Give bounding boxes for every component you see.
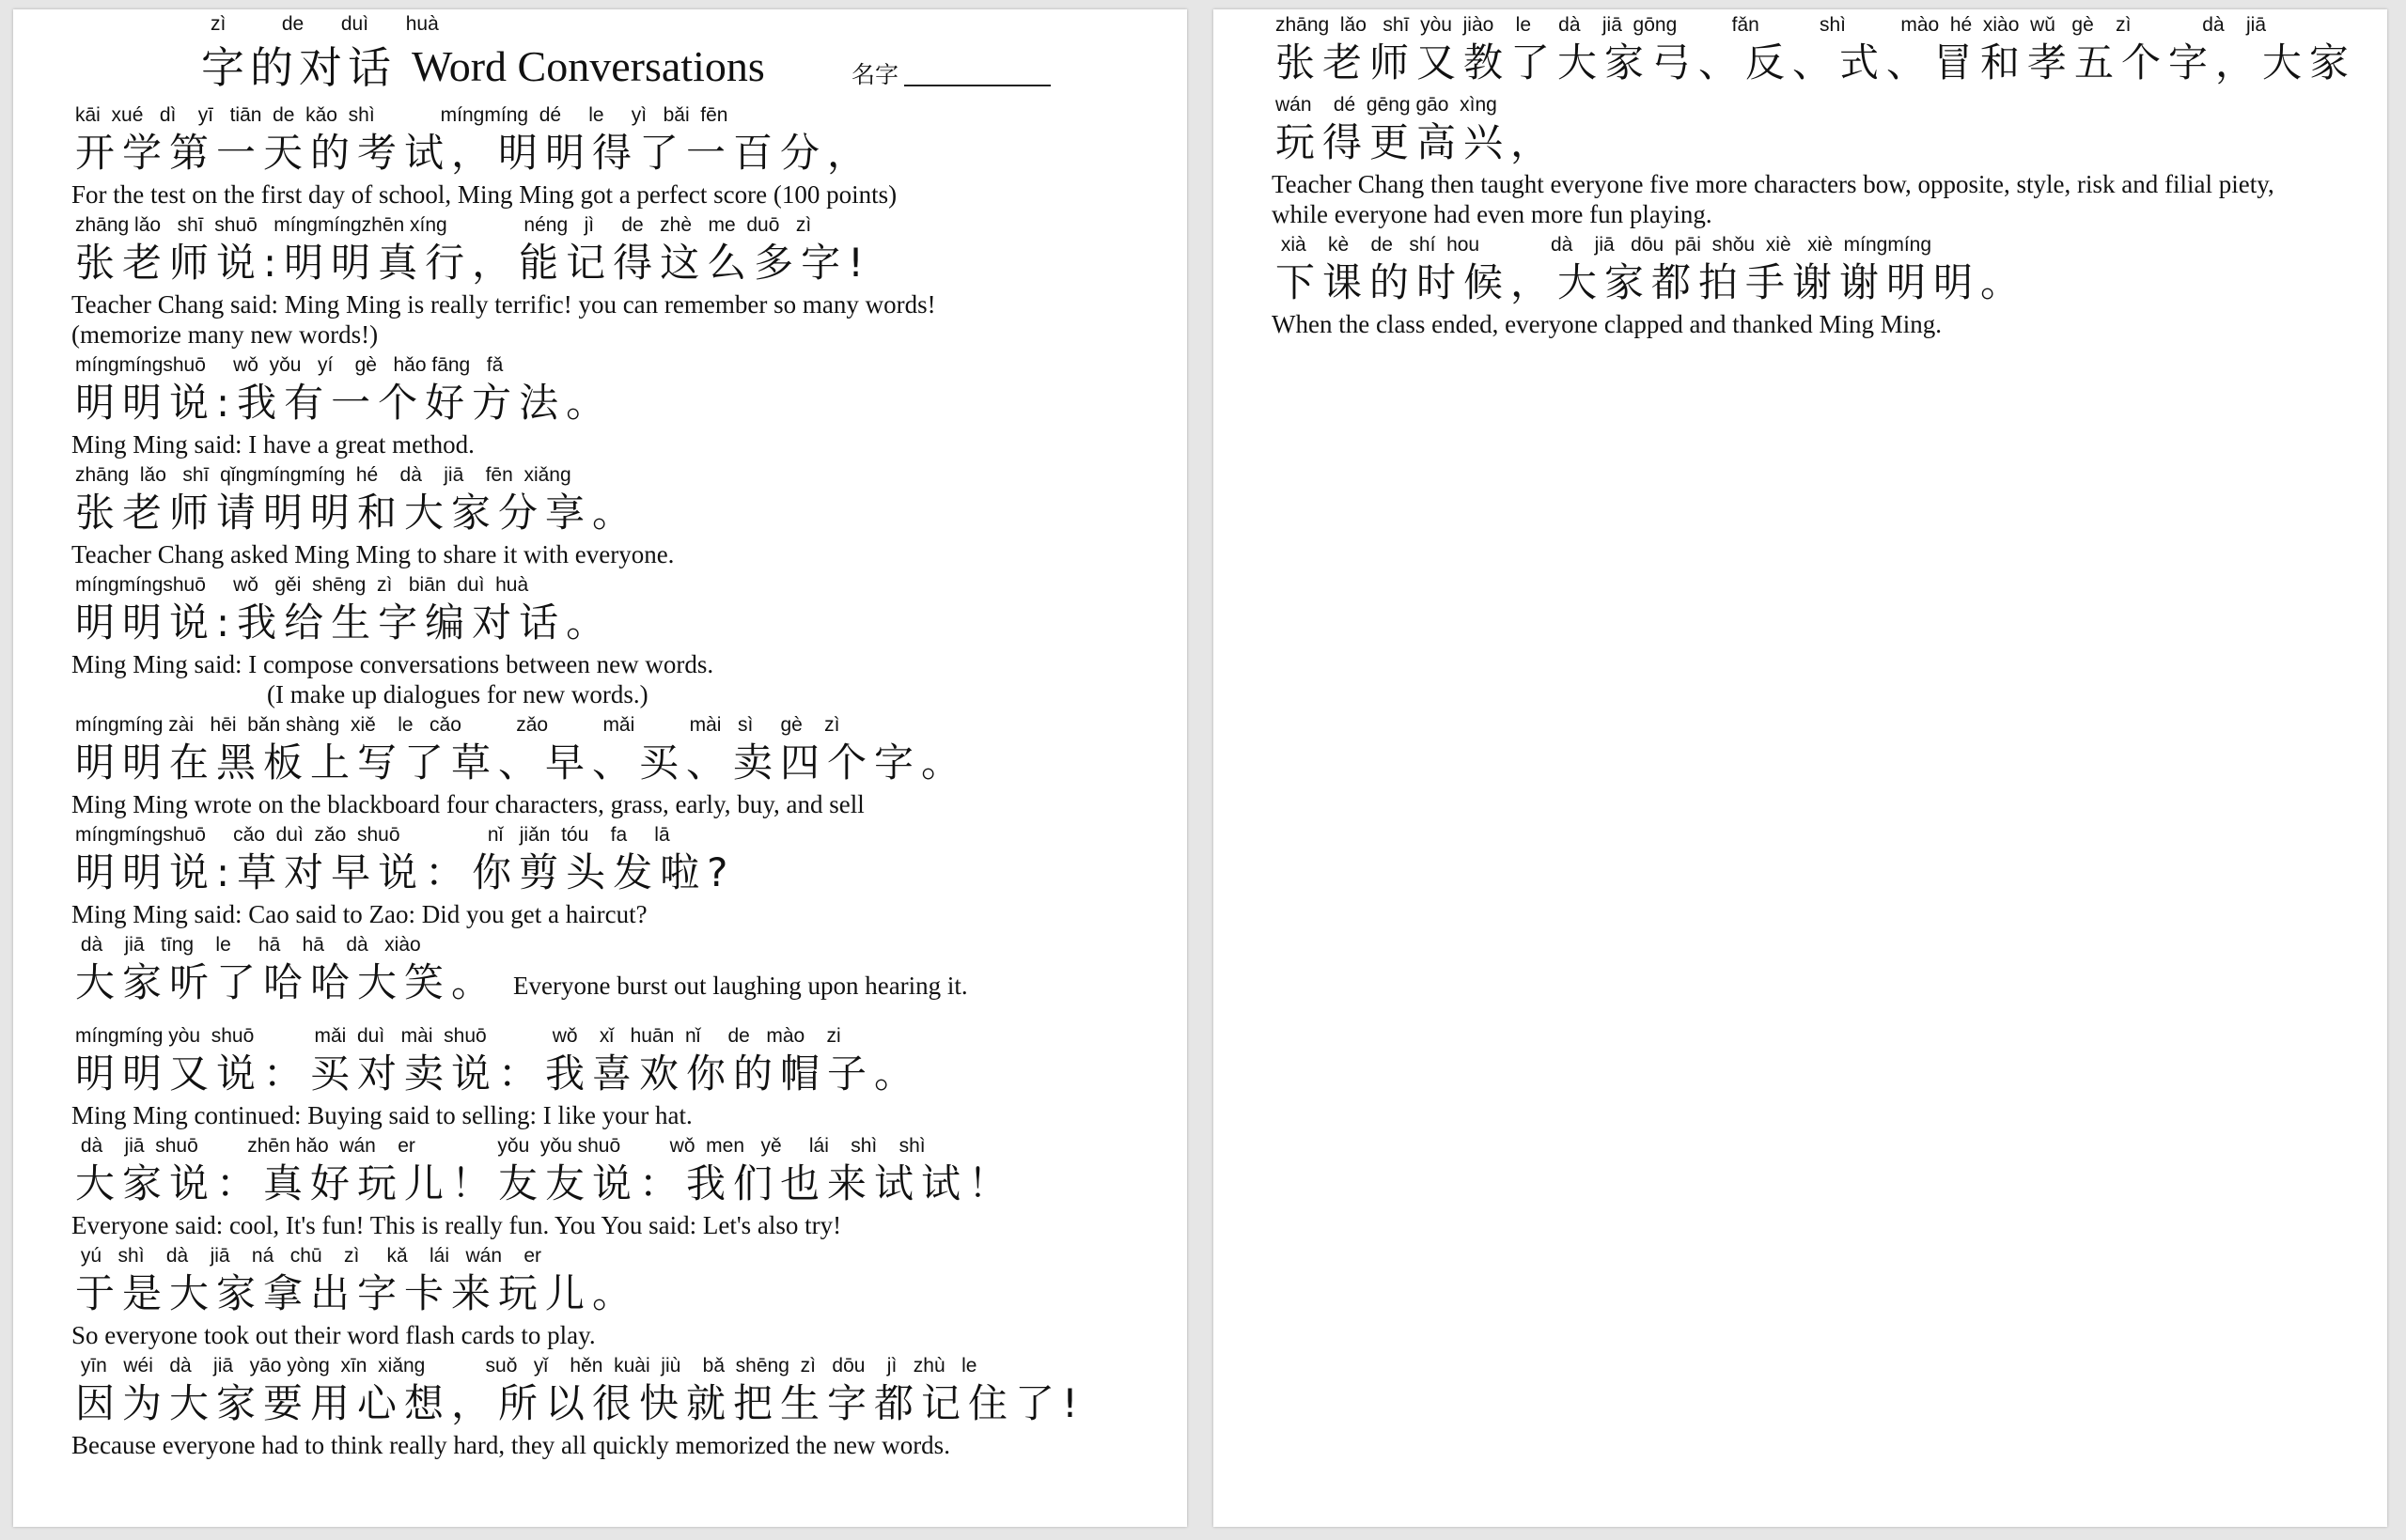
english-line: Ming Ming said: Cao said to Zao: Did you get a haircut? [71, 900, 648, 928]
hanzi-line: 明明在黑板上写了草、早、买、卖四个字。 [75, 739, 969, 786]
hanzi-line: 张老师说:明明真行，能记得这么多字! [75, 240, 871, 286]
page-content [1272, 9, 2371, 342]
hanzi-line: 张老师请明明和大家分享。 [75, 490, 640, 536]
lesson-line [71, 1354, 1152, 1460]
hanzi-line: 张老师又教了大家弓、反、式、冒和孝五个字，大家 [1275, 39, 2357, 86]
lesson-line [71, 1134, 1152, 1240]
lesson-line [1272, 93, 2371, 229]
english-line: So everyone took out their word flash cards to play. [71, 1321, 596, 1349]
hanzi-line: 明明说:我有一个好方法。 [75, 380, 614, 426]
title-hanzi: 字的对话 [201, 42, 397, 93]
pinyin-line: zhāng lǎo shī shuō míngmíngzhēn xíng néng jì de zhè me duō zì [75, 214, 812, 236]
english-text: Teacher Chang then taught everyone five more characters bow, opposite, style, risk and filial piety, [1272, 170, 2274, 198]
lesson-line [71, 1024, 1152, 1130]
english-text: Teacher Chang said: Ming Ming is really terrific! you can remember so many words! [71, 290, 936, 319]
english-inline: Everyone burst out laughing upon hearing it. [513, 972, 968, 1000]
hanzi-line: 明明说:我给生字编对话。 [75, 599, 614, 646]
hanzi-line: 明明又说：买对卖说：我喜欢你的帽子。 [75, 1050, 922, 1097]
hanzi-line: 开学第一天的考试，明明得了一百分， [75, 130, 875, 176]
lesson-line [71, 353, 1152, 459]
pinyin-line: xià kè de shí hou dà jiā dōu pāi shǒu xiè xiè míngmíng [1275, 234, 1932, 256]
english-text-2: (memorize many new words!) [71, 320, 379, 349]
pinyin-line: yú shì dà jiā ná chū zì kǎ lái wán er [75, 1245, 542, 1267]
document-page-right [1213, 9, 2387, 1527]
hanzi-line: 于是大家拿出字卡来玩儿。 [75, 1270, 640, 1316]
english-line: Teacher Chang asked Ming Ming to share it with everyone. [71, 540, 675, 568]
pinyin-line: dà jiā tīng le hā hā dà xiào [75, 934, 421, 956]
english-line: Ming Ming said: I have a great method. [71, 430, 475, 459]
lesson-line [71, 573, 1152, 709]
english-line: Ming Ming wrote on the blackboard four characters, grass, early, buy, and sell [71, 790, 865, 818]
lesson-line [71, 713, 1152, 819]
hanzi-text: 大家听了哈哈大笑。 [75, 959, 499, 1005]
title-block [71, 9, 1152, 100]
lesson-line [71, 213, 1152, 350]
english-line [71, 649, 1152, 709]
lesson-line [1272, 233, 2371, 339]
page-content [71, 9, 1152, 1463]
pinyin-line: zhāng lǎo shī yòu jiào le dà jiā gōng fǎn shì mào hé xiào wǔ gè zì dà jiā [1275, 14, 2267, 36]
pinyin-line: zhāng lǎo shī qǐngmíngmíng hé dà jiā fēn xiǎng [75, 464, 571, 486]
pinyin-line: yīn wéi dà jiā yāo yòng xīn xiǎng suǒ yǐ hěn kuài jiù bǎ shēng zì dōu jì zhù le [75, 1355, 977, 1377]
pinyin-line: wán dé gēng gāo xìng [1275, 94, 1497, 116]
lesson-line [71, 463, 1152, 569]
spacer [71, 1009, 1152, 1020]
english-line: Everyone said: cool, It's fun! This is really fun. You You said: Let's also try! [71, 1211, 842, 1239]
hanzi-line: 玩得更高兴， [1275, 119, 1558, 165]
hanzi-line: 明明说:草对早说：你剪头发啦? [75, 849, 736, 895]
lesson-line [71, 103, 1152, 210]
english-line [1272, 169, 2371, 229]
pinyin-line: míngmíngshuō wǒ gěi shēng zì biān duì huà [75, 574, 529, 596]
lesson-line [71, 933, 1152, 1020]
english-text-2: while everyone had even more fun playing. [1272, 200, 1712, 228]
english-line: When the class ended, everyone clapped and thanked Ming Ming. [1272, 310, 1943, 338]
lesson-line [1272, 13, 2371, 89]
english-text: Ming Ming said: I compose conversations between new words. [71, 650, 714, 678]
english-line: Ming Ming continued: Buying said to selling: I like your hat. [71, 1101, 693, 1129]
hanzi-line: 大家说：真好玩儿！友友说：我们也来试试！ [75, 1160, 1016, 1206]
hanzi-line: 下课的时候，大家都拍手谢谢明明。 [1275, 259, 2028, 305]
pinyin-line: dà jiā shuō zhēn hǎo wán er yǒu yǒu shuō wǒ men yě lái shì shì [75, 1135, 926, 1157]
hanzi-line: 因为大家要用心想，所以很快就把生字都记住了! [75, 1380, 1086, 1426]
title-english: Word Conversations [412, 42, 765, 90]
pinyin-line: kāi xué dì yī tiān de kǎo shì míngmíng dé le yì bǎi fēn [75, 104, 728, 126]
name-blank-line [904, 85, 1051, 86]
pinyin-line: míngmíng yòu shuō mǎi duì mài shuō wǒ xǐ huān nǐ de mào zi [75, 1025, 841, 1047]
english-line: For the test on the first day of school, Ming Ming got a perfect score (100 points) [71, 180, 898, 209]
english-text-2: (I make up dialogues for new words.) [267, 680, 648, 708]
pinyin-line: míngmíngshuō cǎo duì zǎo shuō nǐ jiǎn tóu fa lā [75, 824, 670, 846]
lesson-line [71, 1244, 1152, 1350]
document-page-left [13, 9, 1187, 1527]
pinyin-line: míngmíngshuō wǒ yǒu yí gè hǎo fāng fǎ [75, 354, 504, 376]
english-line [71, 289, 1152, 350]
lesson-line [71, 823, 1152, 929]
hanzi-line [71, 957, 1152, 1009]
title-pinyin: zì de duì huà [211, 13, 439, 35]
english-line: Because everyone had to think really hard, they all quickly memorized the new words. [71, 1431, 950, 1459]
name-label: 名字 [851, 61, 899, 88]
pinyin-line: míngmíng zài hēi bǎn shàng xiě le cǎo zǎo mǎi mài sì gè zì [75, 714, 840, 736]
